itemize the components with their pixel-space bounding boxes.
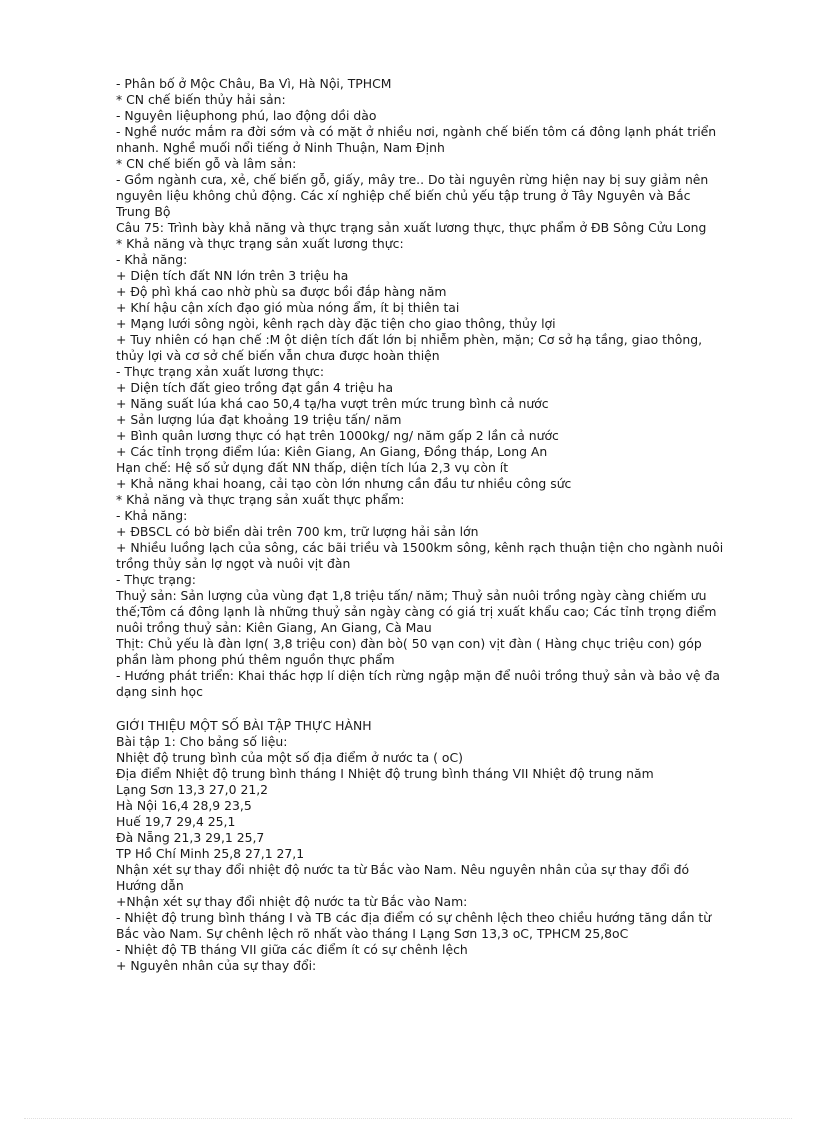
paragraph: + Mạng lưới sông ngòi, kênh rạch dày đặc tiện cho giao thông, thủy lợi — [116, 316, 556, 331]
paragraph: + Tuy nhiên có hạn chế :M ột diện tích đất lớn bị nhiễm phèn, mặn; Cơ sở hạ tầng, giao thông, thủy lợi và cơ sở chế biến vẫn chưa được hoàn thiện — [116, 332, 706, 363]
table-row-line: TP Hồ Chí Minh 25,8 27,1 27,1 — [116, 846, 305, 861]
paragraph: * CN chế biến thủy hải sản: — [116, 92, 286, 107]
paragraph: Hướng dẫn — [116, 878, 184, 893]
paragraph: + Nguyên nhân của sự thay đổi: — [116, 958, 317, 973]
paragraph: - Phân bố ở Mộc Châu, Ba Vì, Hà Nội, TPHCM — [116, 76, 392, 91]
paragraph: + Nhiều luồng lạch của sông, các bãi triều và 1500km sông, kênh rạch thuận tiện cho ngành nuôi trồng thủy sản lợ ngọt và nuôi vịt đàn — [116, 540, 728, 571]
paragraph: + Khí hậu cận xích đạo gió mùa nóng ẩm, ít bị thiên tai — [116, 300, 460, 315]
paragraph: - Thực trạng xản xuất lương thực: — [116, 364, 325, 379]
paragraph: + Diện tích đất gieo trồng đạt gần 4 triệu ha — [116, 380, 394, 395]
paragraph: Hạn chế: Hệ số sử dụng đất NN thấp, diện tích lúa 2,3 vụ còn ít — [116, 460, 509, 475]
paragraph: +Nhận xét sự thay đổi nhiệt độ nước ta từ Bắc vào Nam: — [116, 894, 468, 909]
section-spacer — [116, 700, 726, 718]
paragraph: + Năng suất lúa khá cao 50,4 tạ/ha vượt trên mức trung bình cả nước — [116, 396, 549, 411]
table-header-line: Địa điểm Nhiệt độ trung bình tháng I Nhiệt độ trung bình tháng VII Nhiệt độ trung năm — [116, 766, 654, 781]
paragraph: - Nhiệt độ trung bình tháng I và TB các địa điểm có sự chênh lệch theo chiều hướng tăng dần từ Bắc vào Nam. Sự chênh lệch rõ nhất vào tháng I Lạng Sơn 13,3 oC, TPHCM 25,8oC — [116, 910, 716, 941]
paragraph: * Khả năng và thực trạng sản xuất lương thực: — [116, 236, 404, 251]
table-row-line: Hà Nội 16,4 28,9 23,5 — [116, 798, 252, 813]
paragraph: - Nguyên liệuphong phú, lao động dồi dào — [116, 108, 377, 123]
paragraph: + Các tỉnh trọng điểm lúa: Kiên Giang, An Giang, Đồng tháp, Long An — [116, 444, 548, 459]
paragraph: Thịt: Chủ yếu là đàn lợn( 3,8 triệu con) đàn bò( 50 vạn con) vịt đàn ( Hàng chục triệu con) góp phần làm phong phú thêm nguồn thực phẩm — [116, 636, 706, 667]
paragraph: - Nghề nước mắm ra đời sớm và có mặt ở nhiều nơi, ngành chế biến tôm cá đông lạnh phát triển nhanh. Nghề muối nổi tiếng ở Ninh Thuận, Nam Định — [116, 124, 721, 155]
paragraph: + Khả năng khai hoang, cải tạo còn lớn nhưng cần đầu tư nhiều công sức — [116, 476, 572, 491]
paragraph: + Sản lượng lúa đạt khoảng 19 triệu tấn/ năm — [116, 412, 402, 427]
paragraph: + Diện tích đất NN lớn trên 3 triệu ha — [116, 268, 349, 283]
paragraph: Nhiệt độ trung bình của một số địa điểm ở nước ta ( oC) — [116, 750, 463, 765]
table-row-line: Đà Nẵng 21,3 29,1 25,7 — [116, 830, 265, 845]
paragraph: * Khả năng và thực trạng sản xuất thực phẩm: — [116, 492, 405, 507]
paragraph: - Hướng phát triển: Khai thác hợp lí diện tích rừng ngập mặn để nuôi trồng thuỷ sản và bảo vệ đa dạng sinh học — [116, 668, 724, 699]
paragraph: * CN chế biến gỗ và lâm sản: — [116, 156, 297, 171]
paragraph: Thuỷ sản: Sản lượng của vùng đạt 1,8 triệu tấn/ năm; Thuỷ sản nuôi trồng ngày càng chiếm ưu thế;Tôm cá đông lạnh là những thuỷ sản ngày càng có giá trị xuất khẩu cao; Các tỉnh trọng điểm nuôi trồng thuỷ sản: Kiên Giang, An Giang, Cà Mau — [116, 588, 721, 635]
paragraph: - Khả năng: — [116, 508, 188, 523]
paragraph: Nhận xét sự thay đổi nhiệt độ nước ta từ Bắc vào Nam. Nêu nguyên nhân của sự thay đổi đó — [116, 862, 690, 877]
question-heading: Câu 75: Trình bày khả năng và thực trạng sản xuất lương thực, thực phẩm ở ĐB Sông Cửu Long — [116, 220, 707, 235]
paragraph: - Khả năng: — [116, 252, 188, 267]
table-row-line: Huế 19,7 29,4 25,1 — [116, 814, 236, 829]
paragraph: + ĐBSCL có bờ biển dài trên 700 km, trữ lượng hải sản lớn — [116, 524, 479, 539]
paragraph: + Bình quân lương thực có hạt trên 1000kg/ ng/ năm gấp 2 lần cả nước — [116, 428, 559, 443]
paragraph: - Thực trạng: — [116, 572, 196, 587]
document-body — [116, 76, 726, 974]
section-heading: GIỚI THIỆU MỘT SỐ BÀI TẬP THỰC HÀNH — [116, 718, 372, 733]
paragraph: + Độ phì khá cao nhờ phù sa được bồi đắp hàng năm — [116, 284, 447, 299]
page-bottom-divider — [24, 1118, 792, 1119]
paragraph: - Gồm ngành cưa, xẻ, chế biến gỗ, giấy, mây tre.. Do tài nguyên rừng hiện nay bị suy giảm nên nguyên liệu không chủ động. Các xí nghiệp chế biến chủ yếu tập trung ở Tây Nguyên và Bắc Trung Bộ — [116, 172, 713, 219]
paragraph: - Nhiệt độ TB tháng VII giữa các điểm ít có sự chênh lệch — [116, 942, 468, 957]
table-row-line: Lạng Sơn 13,3 27,0 21,2 — [116, 782, 269, 797]
paragraph: Bài tập 1: Cho bảng số liệu: — [116, 734, 288, 749]
